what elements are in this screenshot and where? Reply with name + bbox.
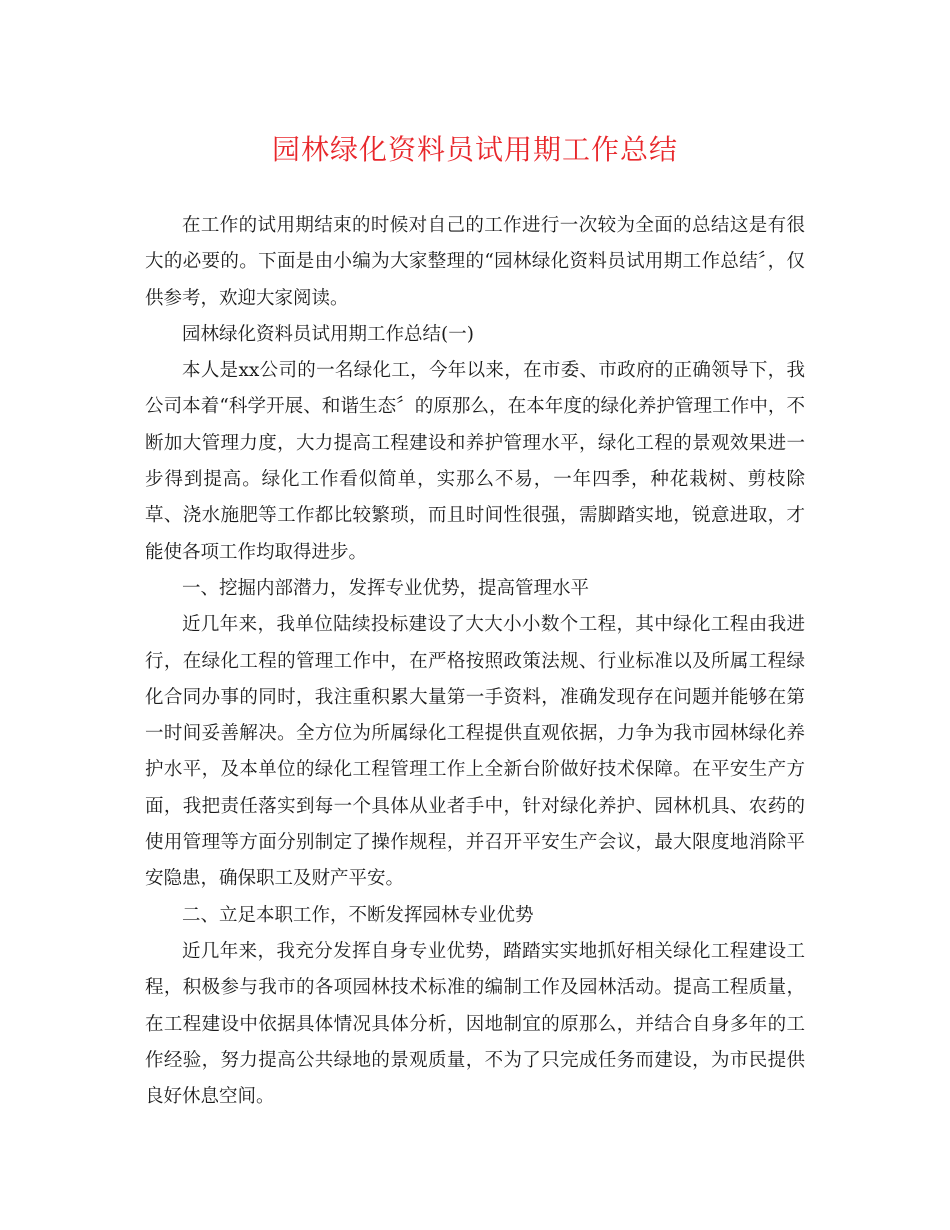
section-heading-one: 一、挖掘内部潜力，发挥专业优势，提高管理水平 [182,577,590,599]
document-body [145,208,805,1115]
section-heading-part-one: 园林绿化资料员试用期工作总结(一) [182,323,474,345]
paragraph-self-introduction: 本人是xx公司的一名绿化工，今年以来，在市委、市政府的正确领导下，我公司本着“科学开展、和谐生态〞的原那么，在本年度的绿化养护管理工作中，不断加大管理力度，大力提高工程建设和养护管理水平，绿化工程的景观效果进一步得到提高。绿化工作看似简单，实那么不易，一年四季，种花栽树、剪枝除草、浇水施肥等工作都比较繁琐，而且时间性很强，需脚踏实地，锐意进取，才能使各项工作均取得进步。 [145,360,805,563]
document-title: 园林绿化资料员试用期工作总结 [271,133,678,166]
paragraph-management: 近几年来，我单位陆续投标建设了大大小小数个工程，其中绿化工程由我进行，在绿化工程的管理工作中，在严格按照政策法规、行业标准以及所属工程绿化合同办事的同时，我注重积累大量第一手资料，准确发现存在问题并能够在第一时间妥善解决。全方位为所属绿化工程提供直观依据，力争为我市园林绿化养护水平，及本单位的绿化工程管理工作上全新台阶做好技术保障。在平安生产方面，我把责任落实到每一个具体从业者手中，针对绿化养护、园林机具、农药的使用管理等方面分别制定了操作规程，并召开平安生产会议，最大限度地消除平安隐患，确保职工及财产平安。 [145,614,805,890]
section-heading-two: 二、立足本职工作，不断发挥园林专业优势 [182,904,534,926]
paragraph-professional-advantage: 近几年来，我充分发挥自身专业优势，踏踏实实地抓好相关绿化工程建设工程，积极参与我市的各项园林技术标准的编制工作及园林活动。提高工程质量，在工程建设中依据具体情况具体分析，因地制宜的原那么，并结合自身多年的工作经验，努力提高公共绿地的景观质量，不为了只完成任务而建设，为市民提供良好休息空间。 [145,940,805,1108]
paragraph-intro: 在工作的试用期结束的时候对自己的工作进行一次较为全面的总结这是有很大的必要的。下面是由小编为大家整理的“园林绿化资料员试用期工作总结〞，仅供参考，欢迎大家阅读。 [145,215,805,309]
